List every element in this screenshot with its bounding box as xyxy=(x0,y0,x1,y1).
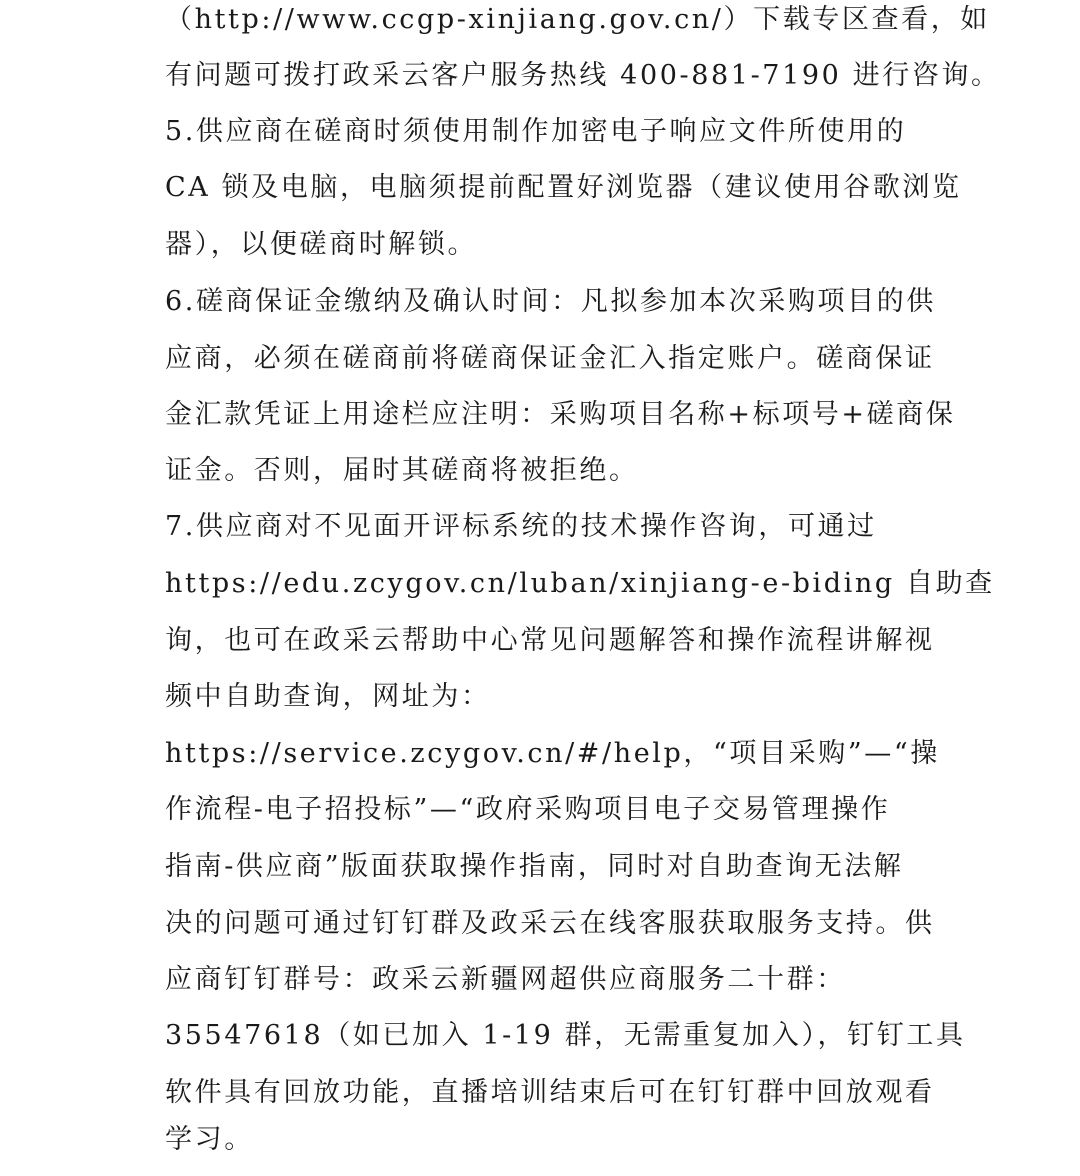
text-line-4: CA 锁及电脑，电脑须提前配置好浏览器（建议使用谷歌浏览 xyxy=(165,172,962,203)
text-line-12: 询，也可在政采云帮助中心常见问题解答和操作流程讲解视 xyxy=(165,625,935,656)
text-line-20: 软件具有回放功能，直播培训结束后可在钉钉群中回放观看 xyxy=(165,1077,935,1108)
text-line-7: 应商，必须在磋商前将磋商保证金汇入指定账户。磋商保证 xyxy=(165,343,935,374)
text-line-17: 决的问题可通过钉钉群及政采云在线客服获取服务支持。供 xyxy=(165,908,935,939)
text-line-18: 应商钉钉群号：政采云新疆网超供应商服务二十群： xyxy=(165,964,846,995)
text-line-14: https://service.zcygov.cn/#/help，“项目采购”—“操 xyxy=(165,738,940,769)
text-line-3: 5.供应商在磋商时须使用制作加密电子响应文件所使用的 xyxy=(165,116,907,147)
text-line-10: 7.供应商对不见面开评标系统的技术操作咨询，可通过 xyxy=(165,511,877,542)
text-line-15: 作流程-电子招投标”—“政府采购项目电子交易管理操作 xyxy=(165,794,891,825)
text-line-1: （http://www.ccgp-xinjiang.gov.cn/）下载专区查看，如 xyxy=(165,4,990,35)
text-line-13: 频中自助查询，网址为： xyxy=(165,681,491,712)
text-line-21: 学习。 xyxy=(165,1124,254,1155)
text-line-6: 6.磋商保证金缴纳及确认时间：凡拟参加本次采购项目的供 xyxy=(165,286,936,317)
text-line-9: 证金。否则，届时其磋商将被拒绝。 xyxy=(165,455,639,486)
text-line-16: 指南-供应商”版面获取操作指南，同时对自助查询无法解 xyxy=(165,851,904,882)
text-line-2: 有问题可拨打政采云客户服务热线 400-881-7190 进行咨询。 xyxy=(165,60,1001,91)
text-line-5: 器），以便磋商时解锁。 xyxy=(165,229,478,260)
text-line-19: 35547618（如已加入 1-19 群，无需重复加入），钉钉工具 xyxy=(165,1020,966,1051)
text-line-8: 金汇款凭证上用途栏应注明：采购项目名称+标项号+磋商保 xyxy=(165,399,956,430)
text-line-11: https://edu.zcygov.cn/luban/xinjiang-e-biding 自助查 xyxy=(165,568,995,599)
